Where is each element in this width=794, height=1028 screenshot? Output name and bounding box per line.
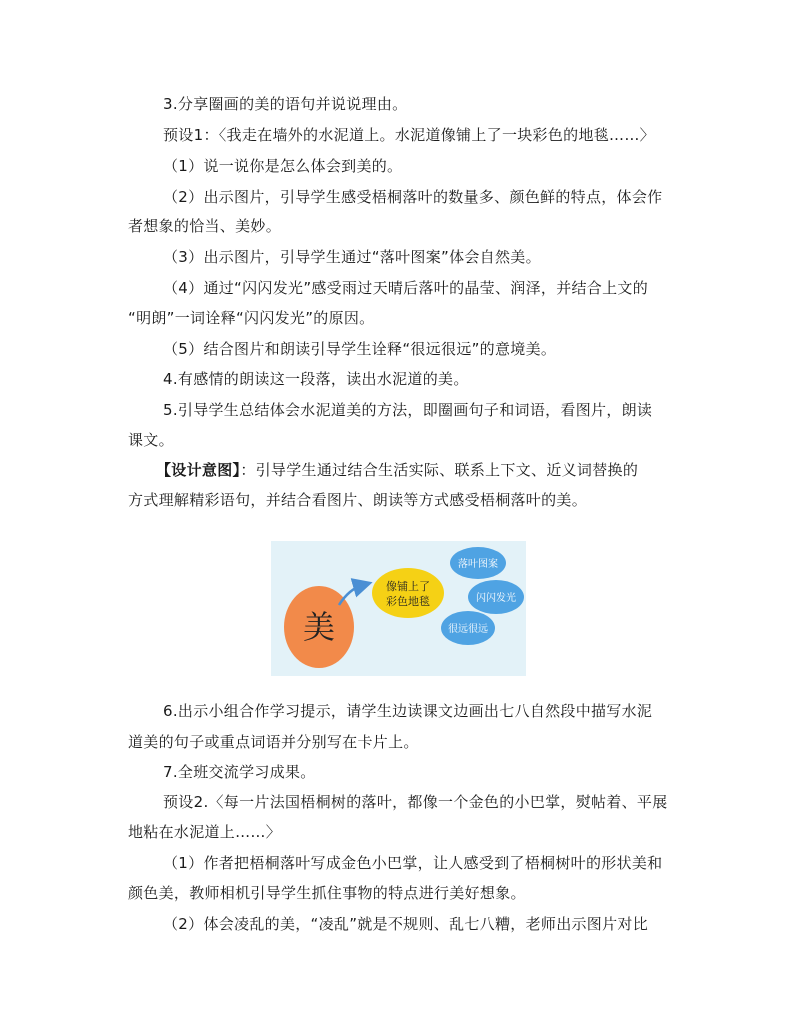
text-line-20: （1）作者把梧桐落叶写成金色小巴掌，让人感受到了梧桐树叶的形状美和 <box>163 854 663 872</box>
middle-label-1: 像铺上了 <box>386 580 430 593</box>
text-line-4: （2）出示图片，引导学生感受梧桐落叶的数量多、颜色鲜的特点，体会作 <box>163 188 663 206</box>
text-line-18: 预设2.〈每一片法国梧桐树的落叶，都像一个金色的小巴掌，熨帖着、平展 <box>163 793 668 811</box>
text-line-13: 【设计意图】：引导学生通过结合生活实际、联系上下文、近义词替换的 <box>156 461 639 479</box>
text-line-19: 地粘在水泥道上……〉 <box>128 823 282 841</box>
text-line-22: （2）体会凌乱的美，“凌乱”就是不规则、乱七八糟，老师出示图片对比 <box>163 915 648 933</box>
lesson-diagram <box>271 541 526 676</box>
text-line-11: 5.引导学生总结体会水泥道美的方法，即圈画句子和词语，看图片，朗读 <box>163 401 653 419</box>
middle-ellipse <box>372 568 444 618</box>
text-line-1: 3.分享圈画的美的语句并说说理由。 <box>163 95 408 113</box>
text-line-14: 方式理解精彩语句，并结合看图片、朗读等方式感受梧桐落叶的美。 <box>128 491 588 509</box>
text-line-10: 4.有感情的朗读这一段落，读出水泥道的美。 <box>163 370 469 388</box>
bubble-2-label: 闪闪发光 <box>476 593 516 604</box>
text-line-8: “明朗”一词诠释“闪闪发光”的原因。 <box>128 309 375 327</box>
text-line-6: （3）出示图片，引导学生通过“落叶图案”体会自然美。 <box>163 248 541 266</box>
text-line-16: 道美的句子或重点词语并分别写在卡片上。 <box>128 733 419 751</box>
text-line-2: 预设1：〈我走在墙外的水泥道上。水泥道像铺上了一块彩色的地毯……〉 <box>163 126 655 144</box>
text-line-21: 颜色美，教师相机引导学生抓住事物的特点进行美好想象。 <box>128 884 526 902</box>
bubble-3-label: 很远很远 <box>448 624 488 635</box>
text-line-3: （1）说一说你是怎么体会到美的。 <box>163 157 403 175</box>
bubble-1-label: 落叶图案 <box>458 559 498 570</box>
middle-label-2: 彩色地毯 <box>386 595 430 608</box>
text-line-15: 6.出示小组合作学习提示，请学生边读课文边画出七八自然段中描写水泥 <box>163 702 653 720</box>
design-intent-heading: 【设计意图】 <box>156 461 241 479</box>
text-line-12: 课文。 <box>128 431 174 449</box>
text-line-5: 者想象的恰当、美妙。 <box>128 217 282 235</box>
text-line-17: 7.全班交流学习成果。 <box>163 763 316 781</box>
center-label: 美 <box>302 608 336 646</box>
text-line-9: （5）结合图片和朗读引导学生诠释“很远很远”的意境美。 <box>163 340 557 358</box>
text-line-7: （4）通过“闪闪发光”感受雨过天晴后落叶的晶莹、润泽，并结合上文的 <box>163 279 648 297</box>
